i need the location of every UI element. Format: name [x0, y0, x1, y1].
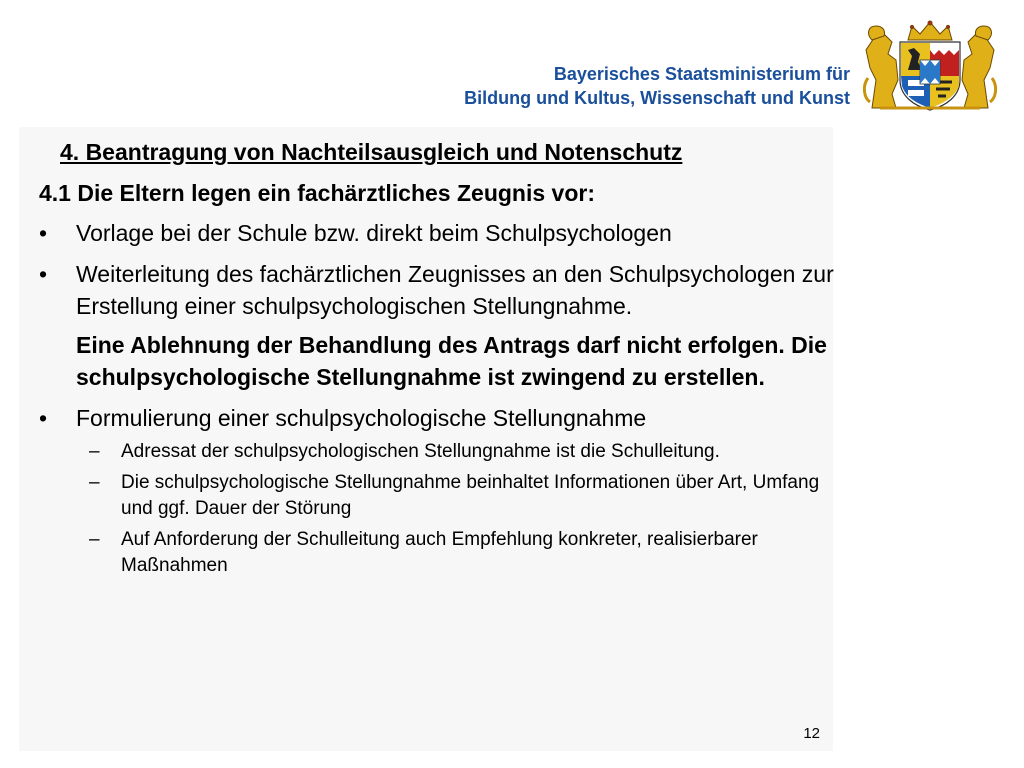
bullet-icon: • [39, 220, 48, 246]
bullet-text: Formulierung einer schulpsychologische Stellungnahme [76, 405, 647, 431]
bullet-item [39, 402, 849, 434]
sub-bullet-text: Adressat der schulpsychologischen Stellungnahme ist die Schulleitung. [121, 441, 720, 462]
sub-bullet-text: Die schulpsychologische Stellungnahme beinhaltet Informationen über Art, Umfang und ggf. Dauer der Störung [121, 472, 820, 519]
bullet-text: Vorlage bei der Schule bzw. direkt beim Schulpsychologen [76, 220, 672, 246]
slide-heading: 4. Beantragung von Nachteilsausgleich und Notenschutz [60, 139, 683, 165]
ministry-name [464, 62, 850, 110]
bullet-icon: • [39, 405, 48, 431]
bavarian-coat-of-arms-icon [862, 20, 998, 112]
sub-bullet-item [39, 527, 849, 579]
bullet-item [39, 217, 849, 249]
dash-icon: – [89, 529, 100, 550]
sub-bullet-text: Auf Anforderung der Schulleitung auch Empfehlung konkreter, realisierbarer Maßnahmen [121, 529, 758, 576]
bullet-text: Weiterleitung des fachärztlichen Zeugnisses an den Schulpsychologen zur Erstellung einer schulpsychologischen Stellungnahme. [76, 261, 834, 319]
ministry-line-1: Bayerisches Staatsministerium für [553, 64, 850, 84]
slide-content [39, 136, 849, 579]
emphasis-note: Eine Ablehnung der Behandlung des Antrags darf nicht erfolgen. Die schulpsychologische Stellungnahme ist zwingend zu erstellen. [76, 332, 827, 390]
dash-icon: – [89, 441, 100, 462]
ministry-line-2: Bildung und Kultus, Wissenschaft und Kunst [464, 88, 850, 108]
sub-bullet-item [39, 470, 849, 522]
page-number: 12 [803, 725, 820, 742]
bullet-item [39, 258, 849, 322]
dash-icon: – [89, 472, 100, 493]
slide-subheading: 4.1 Die Eltern legen ein fachärztliches Zeugnis vor: [39, 180, 595, 206]
bullet-icon: • [39, 261, 48, 287]
sub-bullet-item [39, 439, 849, 465]
